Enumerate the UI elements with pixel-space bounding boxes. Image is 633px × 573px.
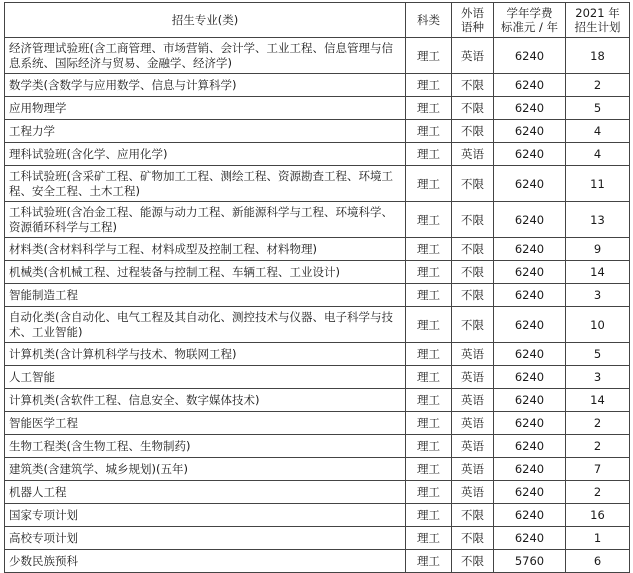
subject-cell: 理工: [406, 481, 452, 504]
plan-cell: 3: [566, 366, 630, 389]
major-cell: 工科试验班(含冶金工程、能源与动力工程、新能源科学与工程、环境科学、资源循环科学与工程): [5, 202, 406, 238]
fee-cell: 6240: [494, 504, 566, 527]
major-cell: 应用物理学: [5, 97, 406, 120]
plan-cell: 4: [566, 120, 630, 143]
plan-cell: 2: [566, 412, 630, 435]
plan-cell: 18: [566, 38, 630, 74]
fee-cell: 6240: [494, 74, 566, 97]
admission-plan-table: [4, 2, 630, 573]
table-row: [5, 343, 630, 366]
subject-cell: 理工: [406, 343, 452, 366]
subject-cell: 理工: [406, 307, 452, 343]
language-cell: 英语: [452, 366, 494, 389]
table-row: [5, 366, 630, 389]
header-subject: 科类: [406, 3, 452, 38]
table-row: [5, 120, 630, 143]
language-cell: 不限: [452, 504, 494, 527]
header-major: 招生专业(类): [5, 3, 406, 38]
subject-cell: 理工: [406, 527, 452, 550]
table-row: [5, 284, 630, 307]
language-cell: 不限: [452, 550, 494, 573]
language-cell: 英语: [452, 481, 494, 504]
subject-cell: 理工: [406, 389, 452, 412]
header-language: 外语 语种: [452, 3, 494, 38]
fee-cell: 6240: [494, 527, 566, 550]
table-row: [5, 202, 630, 238]
table-row: [5, 527, 630, 550]
fee-cell: 6240: [494, 38, 566, 74]
table-row: [5, 412, 630, 435]
language-cell: 不限: [452, 261, 494, 284]
plan-cell: 11: [566, 166, 630, 202]
language-cell: 不限: [452, 527, 494, 550]
language-cell: 不限: [452, 307, 494, 343]
fee-cell: 6240: [494, 120, 566, 143]
language-cell: 不限: [452, 202, 494, 238]
major-cell: 机器人工程: [5, 481, 406, 504]
language-cell: 不限: [452, 284, 494, 307]
language-cell: 不限: [452, 120, 494, 143]
language-cell: 英语: [452, 143, 494, 166]
plan-cell: 6: [566, 550, 630, 573]
subject-cell: 理工: [406, 202, 452, 238]
table-row: [5, 38, 630, 74]
major-cell: 生物工程类(含生物工程、生物制药): [5, 435, 406, 458]
fee-cell: 6240: [494, 366, 566, 389]
subject-cell: 理工: [406, 97, 452, 120]
table-row: [5, 238, 630, 261]
fee-cell: 6240: [494, 202, 566, 238]
language-cell: 英语: [452, 435, 494, 458]
plan-cell: 1: [566, 527, 630, 550]
major-cell: 工程力学: [5, 120, 406, 143]
fee-cell: 6240: [494, 166, 566, 202]
table-row: [5, 435, 630, 458]
language-cell: 不限: [452, 166, 494, 202]
fee-cell: 6240: [494, 143, 566, 166]
fee-cell: 6240: [494, 343, 566, 366]
language-cell: 英语: [452, 389, 494, 412]
fee-cell: 6240: [494, 412, 566, 435]
table-row: [5, 261, 630, 284]
language-cell: 英语: [452, 458, 494, 481]
major-cell: 计算机类(含软件工程、信息安全、数字媒体技术): [5, 389, 406, 412]
subject-cell: 理工: [406, 143, 452, 166]
subject-cell: 理工: [406, 284, 452, 307]
plan-cell: 16: [566, 504, 630, 527]
language-cell: 不限: [452, 238, 494, 261]
subject-cell: 理工: [406, 166, 452, 202]
subject-cell: 理工: [406, 38, 452, 74]
table-row: [5, 504, 630, 527]
subject-cell: 理工: [406, 120, 452, 143]
table-row: [5, 550, 630, 573]
plan-cell: 3: [566, 284, 630, 307]
plan-cell: 9: [566, 238, 630, 261]
major-cell: 材料类(含材料科学与工程、材料成型及控制工程、材料物理): [5, 238, 406, 261]
major-cell: 机械类(含机械工程、过程装备与控制工程、车辆工程、工业设计): [5, 261, 406, 284]
table-row: [5, 307, 630, 343]
table-row: [5, 389, 630, 412]
major-cell: 数学类(含数学与应用数学、信息与计算科学): [5, 74, 406, 97]
fee-cell: 6240: [494, 389, 566, 412]
header-plan: 2021 年 招生计划: [566, 3, 630, 38]
plan-cell: 2: [566, 74, 630, 97]
subject-cell: 理工: [406, 458, 452, 481]
language-cell: 英语: [452, 38, 494, 74]
fee-cell: 6240: [494, 435, 566, 458]
table-row: [5, 97, 630, 120]
plan-cell: 2: [566, 481, 630, 504]
plan-cell: 7: [566, 458, 630, 481]
plan-cell: 2: [566, 435, 630, 458]
major-cell: 人工智能: [5, 366, 406, 389]
major-cell: 智能医学工程: [5, 412, 406, 435]
subject-cell: 理工: [406, 261, 452, 284]
major-cell: 国家专项计划: [5, 504, 406, 527]
fee-cell: 6240: [494, 307, 566, 343]
language-cell: 英语: [452, 343, 494, 366]
language-cell: 英语: [452, 412, 494, 435]
subject-cell: 理工: [406, 435, 452, 458]
fee-cell: 6240: [494, 458, 566, 481]
plan-cell: 5: [566, 97, 630, 120]
table-row: [5, 74, 630, 97]
major-cell: 建筑类(含建筑学、城乡规划)(五年): [5, 458, 406, 481]
subject-cell: 理工: [406, 366, 452, 389]
subject-cell: 理工: [406, 550, 452, 573]
plan-cell: 4: [566, 143, 630, 166]
fee-cell: 6240: [494, 284, 566, 307]
major-cell: 自动化类(含自动化、电气工程及其自动化、测控技术与仪器、电子科学与技术、工业智能): [5, 307, 406, 343]
language-cell: 不限: [452, 74, 494, 97]
fee-cell: 6240: [494, 97, 566, 120]
major-cell: 工科试验班(含采矿工程、矿物加工工程、测绘工程、资源勘查工程、环境工程、安全工程、土木工程): [5, 166, 406, 202]
major-cell: 智能制造工程: [5, 284, 406, 307]
table-row: [5, 481, 630, 504]
plan-cell: 5: [566, 343, 630, 366]
fee-cell: 6240: [494, 261, 566, 284]
header-tuition: 学年学费 标准元 / 年: [494, 3, 566, 38]
header-row: [5, 3, 630, 38]
subject-cell: 理工: [406, 238, 452, 261]
fee-cell: 5760: [494, 550, 566, 573]
major-cell: 计算机类(含计算机科学与技术、物联网工程): [5, 343, 406, 366]
plan-cell: 14: [566, 261, 630, 284]
plan-cell: 10: [566, 307, 630, 343]
major-cell: 少数民族预科: [5, 550, 406, 573]
plan-cell: 14: [566, 389, 630, 412]
major-cell: 理科试验班(含化学、应用化学): [5, 143, 406, 166]
plan-cell: 13: [566, 202, 630, 238]
table-row: [5, 143, 630, 166]
subject-cell: 理工: [406, 504, 452, 527]
major-cell: 经济管理试验班(含工商管理、市场营销、会计学、工业工程、信息管理与信息系统、国际经济与贸易、金融学、经济学): [5, 38, 406, 74]
major-cell: 高校专项计划: [5, 527, 406, 550]
table-row: [5, 458, 630, 481]
fee-cell: 6240: [494, 238, 566, 261]
language-cell: 不限: [452, 97, 494, 120]
subject-cell: 理工: [406, 74, 452, 97]
fee-cell: 6240: [494, 481, 566, 504]
subject-cell: 理工: [406, 412, 452, 435]
table-row: [5, 166, 630, 202]
